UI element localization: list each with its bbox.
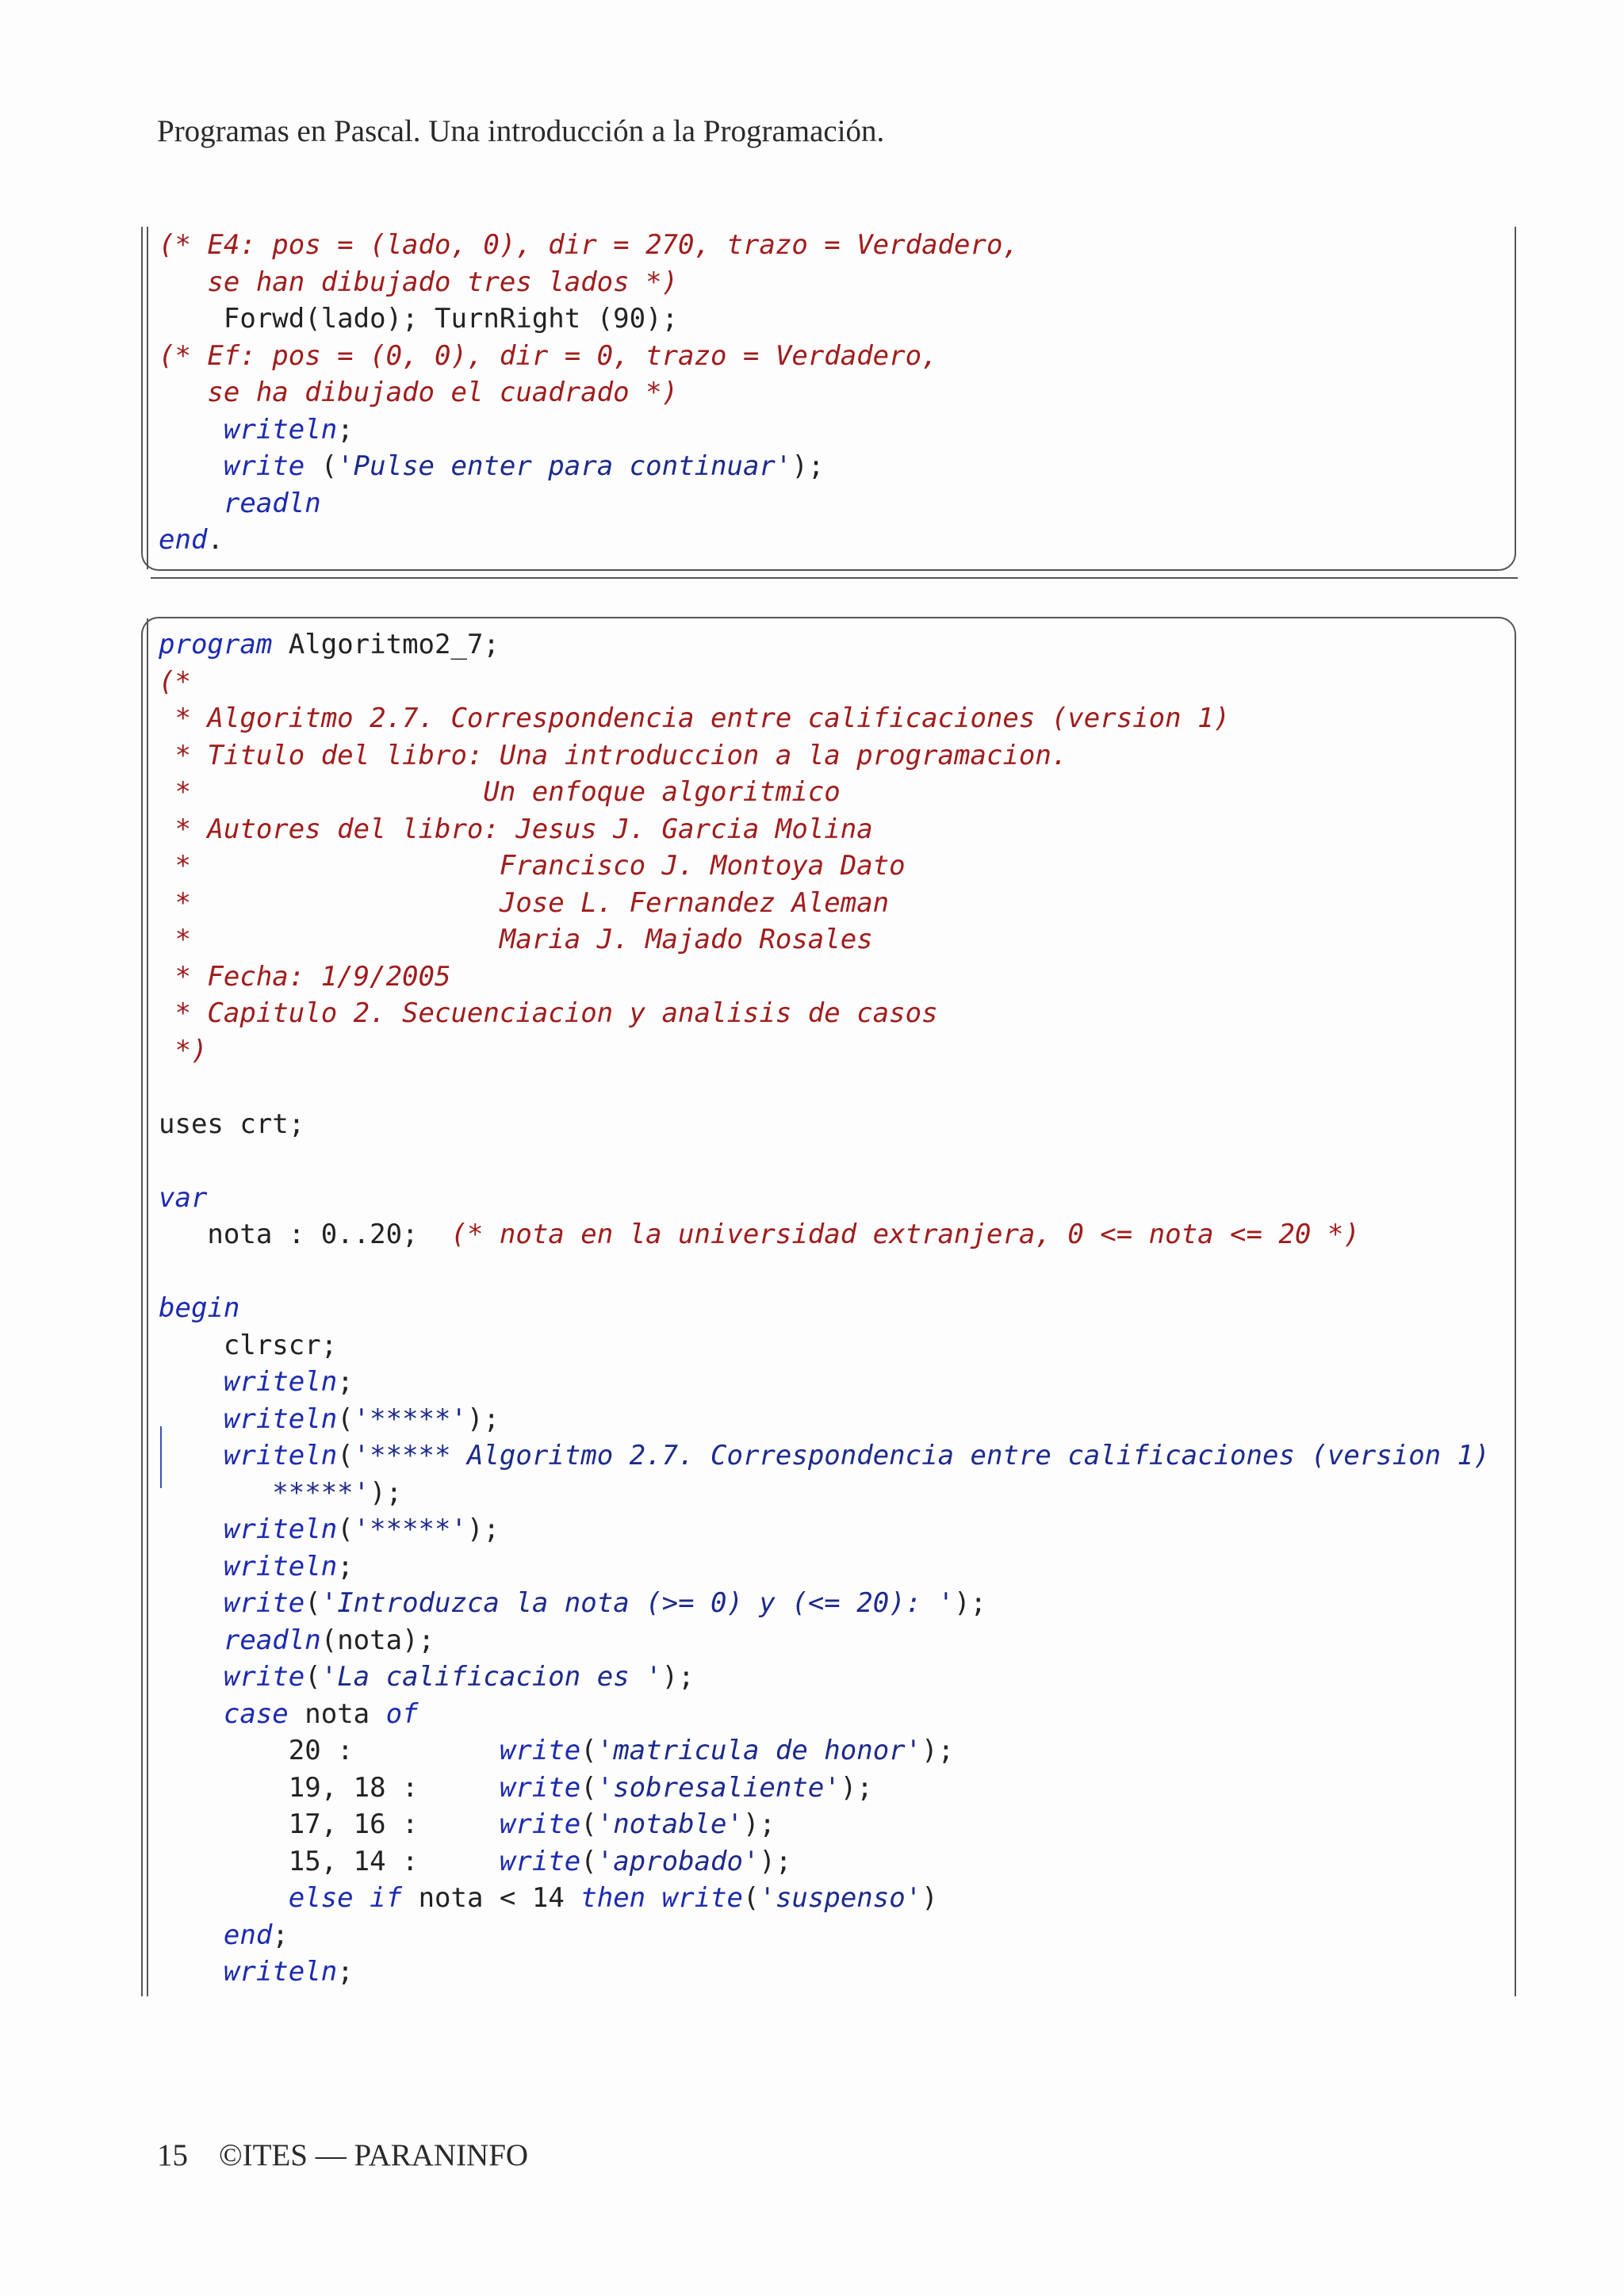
- code-line: writeln('*****');: [223, 1402, 500, 1435]
- uses-clause: uses crt;: [159, 1108, 305, 1140]
- code-line: [159, 338, 1507, 375]
- comment-text: * Fecha: 1/9/2005: [159, 960, 451, 993]
- code-line: [159, 1290, 1507, 1327]
- code-line: [159, 700, 1507, 737]
- code-line: [159, 300, 1507, 338]
- string-literal: 'suspenso': [759, 1882, 922, 1914]
- code-line: write('La calificacion es ');: [223, 1661, 695, 1693]
- case-label: 20 :: [288, 1735, 500, 1766]
- keyword: then: [580, 1882, 646, 1914]
- comment-text: * Capitulo 2. Secuenciacion y analisis de casos: [159, 997, 938, 1029]
- code-line: [159, 1106, 1507, 1143]
- code-line: writeln;: [223, 1550, 354, 1582]
- string-literal: 'sobresaliente': [596, 1771, 841, 1804]
- keyword: program: [159, 629, 273, 660]
- code-line: [159, 1622, 1507, 1659]
- code-line: [159, 626, 1507, 664]
- code-line: *****');: [272, 1476, 403, 1509]
- statement-text: nota < 14: [402, 1882, 581, 1914]
- program-name: Algoritmo2_7;: [288, 629, 500, 660]
- code-line: [159, 1216, 1507, 1253]
- code-line: 20 : write('matricula de honor');: [288, 1735, 955, 1766]
- comment-text: * Un enfoque algoritmico: [159, 776, 841, 808]
- listing-divider: [151, 577, 1518, 579]
- comment-text: (*: [159, 665, 191, 698]
- code-line: [159, 811, 1507, 848]
- code-line: end;: [223, 1919, 289, 1951]
- code-line: writeln;: [223, 413, 354, 446]
- string-literal: 'Introduzca la nota (>= 0) y (<= 20): ': [320, 1587, 955, 1619]
- code-block: [159, 626, 1507, 1991]
- code-line: 17, 16 : write('notable');: [288, 1808, 776, 1840]
- page-number: 15: [157, 2138, 188, 2172]
- statement-text: Forwd(lado); TurnRight (90);: [223, 303, 679, 335]
- code-line: [159, 921, 1507, 959]
- string-literal: 'Pulse enter para continuar': [337, 450, 792, 482]
- comment-text: * Francisco J. Montoya Dato: [159, 850, 906, 882]
- code-line: 15, 14 : write('aprobado');: [288, 1845, 792, 1877]
- keyword: readln: [223, 487, 321, 519]
- code-line: writeln;: [223, 1956, 354, 1988]
- code-line: [159, 995, 1507, 1032]
- code-line: end.: [159, 524, 224, 556]
- keyword: writeln: [223, 1366, 338, 1398]
- code-line: [159, 1327, 1507, 1364]
- var-declaration: nota : 0..20;: [159, 1219, 451, 1250]
- keyword: write: [499, 1771, 581, 1804]
- code-line: [159, 485, 1507, 522]
- blank-line: [159, 1253, 1507, 1291]
- code-line: [159, 737, 1507, 775]
- keyword: of: [385, 1697, 419, 1730]
- page-footer: [157, 2137, 528, 2173]
- code-listing-algoritmo2-7: [141, 617, 1516, 1996]
- case-label: 15, 14 :: [288, 1845, 500, 1877]
- code-line: writeln;: [223, 1366, 354, 1398]
- comment-text: (* Ef: pos = (0, 0), dir = 0, trazo = Verdadero,: [159, 339, 938, 372]
- string-literal: 'aprobado': [596, 1845, 760, 1877]
- keyword: end: [159, 524, 208, 556]
- case-label: 17, 16 :: [288, 1808, 500, 1840]
- code-line: [159, 264, 1507, 301]
- string-literal: 'matricula de honor': [596, 1735, 922, 1766]
- code-line: 19, 18 : write('sobresaliente');: [288, 1771, 873, 1804]
- keyword: write: [223, 450, 305, 482]
- code-line: [159, 959, 1507, 996]
- keyword: writeln: [223, 413, 338, 446]
- string-literal: 'notable': [596, 1808, 743, 1840]
- comment-text: se ha dibujado el cuadrado *): [159, 377, 679, 408]
- comment-text: * Jose L. Fernandez Aleman: [159, 886, 890, 919]
- keyword: write: [499, 1845, 581, 1877]
- blank-line: [159, 1069, 1507, 1106]
- string-literal: '*****': [353, 1402, 467, 1435]
- code-line: else if nota < 14 then write('suspenso'): [288, 1882, 938, 1914]
- keyword: end: [223, 1919, 273, 1951]
- code-line: writeln('*****');: [223, 1513, 500, 1545]
- code-block: [159, 227, 1507, 559]
- comment-text: (* nota en la universidad extranjera, 0 <= nota <= 20 *): [450, 1219, 1360, 1250]
- copyright-notice: ©ITES — PARANINFO: [219, 2138, 529, 2172]
- keyword: var: [159, 1181, 208, 1214]
- keyword: writeln: [223, 1402, 338, 1435]
- code-line: [159, 227, 1507, 264]
- keyword: case: [223, 1697, 289, 1730]
- string-literal: '***** Algoritmo 2.7. Correspondencia entre calificaciones (version 1): [353, 1440, 1490, 1471]
- code-line: [159, 848, 1507, 885]
- running-title: Programas en Pascal. Una introducción a la Programación.: [157, 114, 885, 148]
- keyword: write: [661, 1882, 743, 1914]
- comment-text: * Algoritmo 2.7. Correspondencia entre calificaciones (version 1): [159, 702, 1231, 734]
- keyword: write: [499, 1735, 581, 1766]
- keyword: writeln: [223, 1956, 338, 1988]
- line-wrap-marker: [160, 1426, 162, 1488]
- statement-text: nota: [288, 1697, 386, 1730]
- blank-line: [159, 1142, 1507, 1180]
- keyword: writeln: [223, 1513, 338, 1545]
- keyword: else: [288, 1882, 354, 1914]
- comment-text: * Titulo del libro: Una introduccion a la programacion.: [159, 739, 1068, 771]
- statement-text: (nota);: [320, 1624, 435, 1656]
- code-line: [159, 1180, 1507, 1217]
- code-line: write('Introduzca la nota (>= 0) y (<= 20): ');: [223, 1587, 987, 1619]
- comment-text: (* E4: pos = (lado, 0), dir = 270, trazo = Verdadero,: [159, 229, 1019, 261]
- code-line: writeln('***** Algoritmo 2.7. Correspondencia entre calificaciones (version 1): [223, 1440, 1490, 1471]
- keyword: begin: [159, 1292, 240, 1324]
- comment-text: se han dibujado tres lados *): [159, 266, 679, 298]
- comment-text: * Maria J. Majado Rosales: [159, 924, 873, 955]
- code-line: [159, 885, 1507, 922]
- case-label: 19, 18 :: [288, 1771, 500, 1804]
- statement-text: clrscr;: [223, 1329, 338, 1361]
- code-line: write ('Pulse enter para continuar');: [223, 450, 825, 482]
- keyword: writeln: [223, 1440, 338, 1471]
- code-listing-continued: [141, 227, 1516, 571]
- keyword: write: [223, 1587, 305, 1619]
- code-line: [159, 664, 1507, 701]
- code-line: [159, 1032, 1507, 1070]
- code-line: [159, 774, 1507, 811]
- keyword: write: [223, 1661, 305, 1693]
- keyword: if: [370, 1882, 403, 1914]
- code-line: [159, 374, 1507, 411]
- code-line: [159, 1696, 1507, 1733]
- keyword: writeln: [223, 1550, 338, 1582]
- keyword: write: [499, 1808, 581, 1840]
- comment-text: *): [159, 1034, 208, 1066]
- keyword: readln: [223, 1624, 321, 1656]
- comment-text: * Autores del libro: Jesus J. Garcia Molina: [159, 813, 873, 845]
- string-literal: 'La calificacion es ': [320, 1661, 662, 1693]
- string-literal: *****': [272, 1476, 370, 1509]
- string-literal: '*****': [353, 1513, 467, 1545]
